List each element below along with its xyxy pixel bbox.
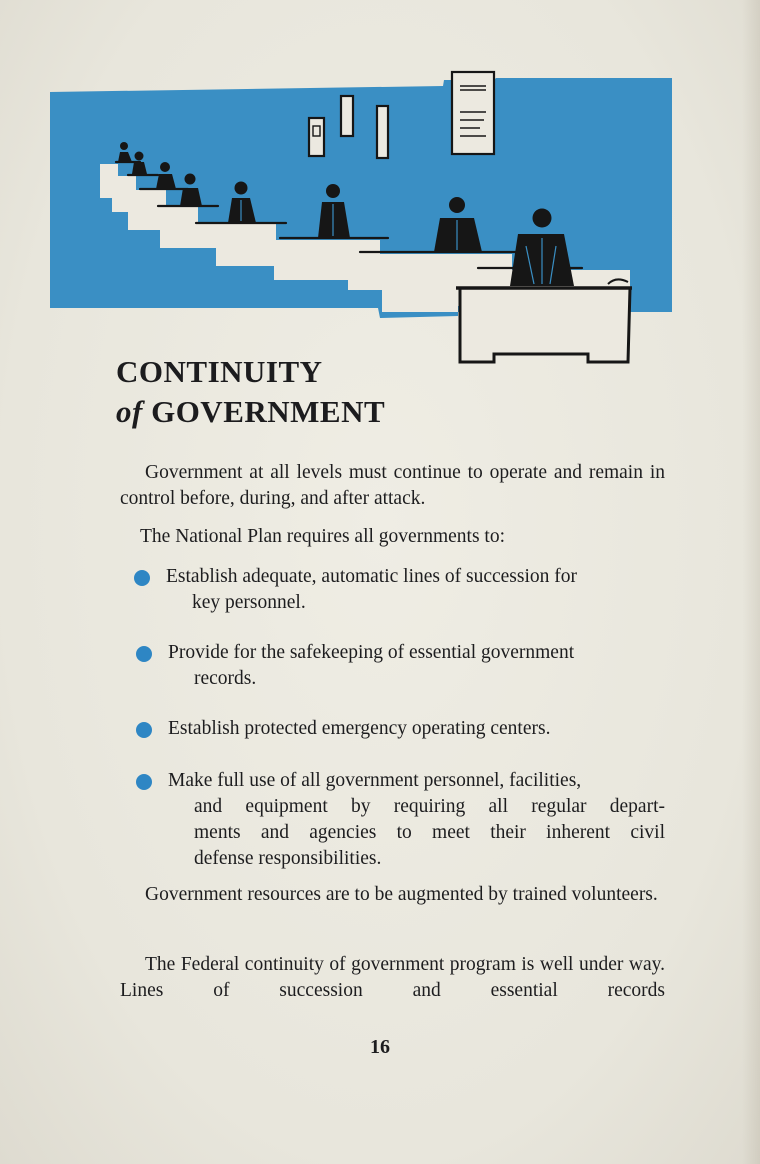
bullet-dot-icon [136, 646, 152, 662]
intro-paragraph: Government at all levels must continue to operate and remain in control before, during, and after attack. [120, 462, 665, 509]
bullet-line: defense responsibilities. [194, 848, 382, 869]
heading-line-1: CONTINUITY [116, 354, 323, 389]
bullet-line: records. [194, 668, 257, 689]
bullet-item [136, 716, 666, 746]
bullet-line: Make full use of all government personnel, facilities, [168, 770, 582, 791]
bullet-line: ments and agencies to meet their inherent civil [194, 822, 665, 843]
bullet-item [136, 768, 666, 878]
page-number-text: 16 [370, 1036, 390, 1058]
bullet-item [136, 640, 666, 700]
bullet-item [134, 564, 694, 624]
bullet-line: Establish adequate, automatic lines of succession for [166, 566, 578, 587]
page-edge-shadow [742, 0, 760, 1164]
heading-line-2 [116, 392, 385, 432]
bullet-line: Establish protected emergency operating centers. [168, 718, 551, 739]
bullet-line: and equipment by requiring all regular depart- [194, 796, 665, 817]
bullet-dot-icon [136, 774, 152, 790]
section-heading [116, 352, 385, 432]
national-plan-paragraph: The National Plan requires all governments to: [140, 526, 505, 547]
bullet-dot-icon [134, 570, 150, 586]
federal-program-paragraph: The Federal continuity of government program is well under way. Lines of succession and essential records [120, 954, 665, 1001]
page-number [360, 1036, 400, 1059]
bullet-line: key personnel. [192, 592, 306, 613]
resources-paragraph: Government resources are to be augmented by trained volunteers. [145, 884, 658, 905]
heading-of: of [116, 394, 143, 429]
officials-on-staircase-illustration [48, 66, 674, 372]
bullet-dot-icon [136, 722, 152, 738]
heading-government: GOVERNMENT [142, 394, 386, 429]
bullet-line: Provide for the safekeeping of essential government [168, 642, 575, 663]
